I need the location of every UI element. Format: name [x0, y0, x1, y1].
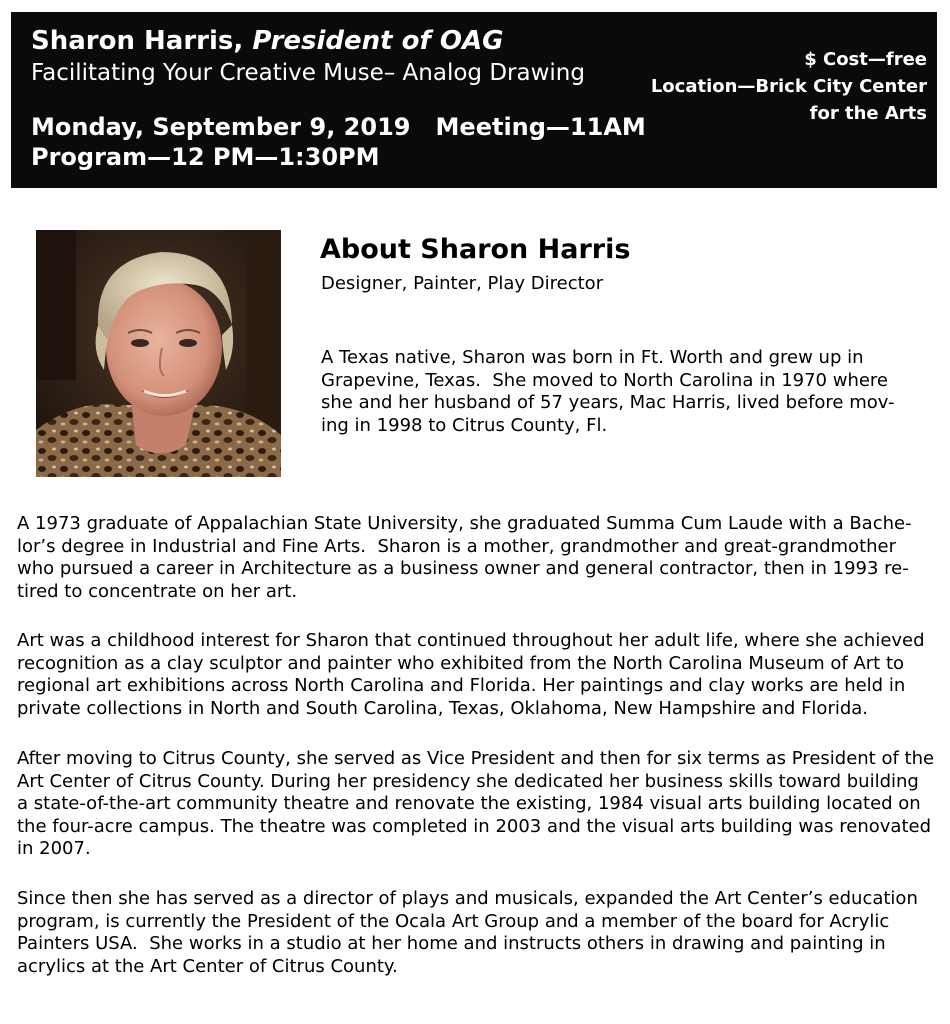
event-details [651, 46, 927, 127]
date-meeting-time: Monday, September 9, 2019 Meeting—11AM [31, 113, 646, 141]
portrait-photo [36, 230, 281, 477]
program-time: Program—12 PM—1:30PM [31, 143, 380, 171]
bio-paragraph-current [17, 888, 932, 978]
paragraph-line: a state-of-the-art community theatre and renovate the existing, 1984 visual arts building located on [17, 793, 921, 814]
location-label-cont: for the Arts [809, 103, 927, 124]
paragraph-line: Painters USA. She works in a studio at her home and instructs others in drawing and painting in [17, 933, 886, 954]
intro-line: Grapevine, Texas. She moved to North Carolina in 1970 where [321, 369, 889, 391]
program-title: Facilitating Your Creative Muse– Analog Drawing [31, 60, 585, 86]
paragraph-line: recognition as a clay sculptor and painter who exhibited from the North Carolina Museum of Art to [17, 652, 905, 674]
paragraph-line: Art Center of Citrus County. During her presidency she dedicated her business skills toward building [17, 770, 919, 792]
speaker-name: Sharon Harris, [31, 26, 244, 56]
cost-label: $ Cost—free [804, 49, 927, 70]
location-label: Location—Brick City Center [650, 76, 927, 97]
header-title [31, 26, 503, 56]
about-roles: Designer, Painter, Play Director [321, 273, 604, 294]
paragraph-line: regional art exhibitions across North Carolina and Florida. Her paintings and clay works are held in [17, 675, 906, 696]
paragraph-line: the four-acre campus. The theatre was completed in 2003 and the visual arts building was renovated [17, 815, 932, 837]
paragraph-line: acrylics at the Art Center of Citrus County. [17, 955, 398, 977]
speaker-role: President of OAG [252, 26, 504, 56]
paragraph-line: private collections in North and South Carolina, Texas, Oklahoma, New Hampshire and Florida. [17, 697, 869, 719]
bio-paragraph-education [17, 513, 932, 603]
paragraph-line: lor’s degree in Industrial and Fine Arts. Sharon is a mother, grandmother and great-grandmother [17, 535, 897, 557]
event-header [11, 12, 937, 188]
about-heading: About Sharon Harris [320, 234, 631, 265]
intro-line: ing in 1998 to Citrus County, Fl. [321, 414, 608, 436]
paragraph-line: who pursued a career in Architecture as a business owner and general contractor, then in 1993 re- [17, 558, 909, 579]
paragraph-line: A 1973 graduate of Appalachian State University, she graduated Summa Cum Laude with a Bache- [17, 513, 912, 534]
event-schedule [31, 112, 646, 172]
paragraph-line: program, is currently the President of the Ocala Art Group and a member of the board for Acrylic [17, 910, 890, 932]
paragraph-line: Since then she has served as a director of plays and musicals, expanded the Art Center’s education [17, 888, 918, 909]
intro-line: she and her husband of 57 years, Mac Harris, lived before mov- [321, 392, 895, 413]
bio-paragraph-citrus [17, 748, 935, 861]
paragraph-line: in 2007. [17, 838, 91, 859]
paragraph-line: tired to concentrate on her art. [17, 580, 298, 602]
about-intro [321, 347, 895, 437]
paragraph-line: After moving to Citrus County, she served as Vice President and then for six terms as President of the [17, 748, 935, 769]
paragraph-line: Art was a childhood interest for Sharon that continued throughout her adult life, where she achieved [17, 630, 925, 651]
bio-paragraph-art [17, 630, 932, 720]
intro-line: A Texas native, Sharon was born in Ft. Worth and grew up in [321, 347, 864, 368]
